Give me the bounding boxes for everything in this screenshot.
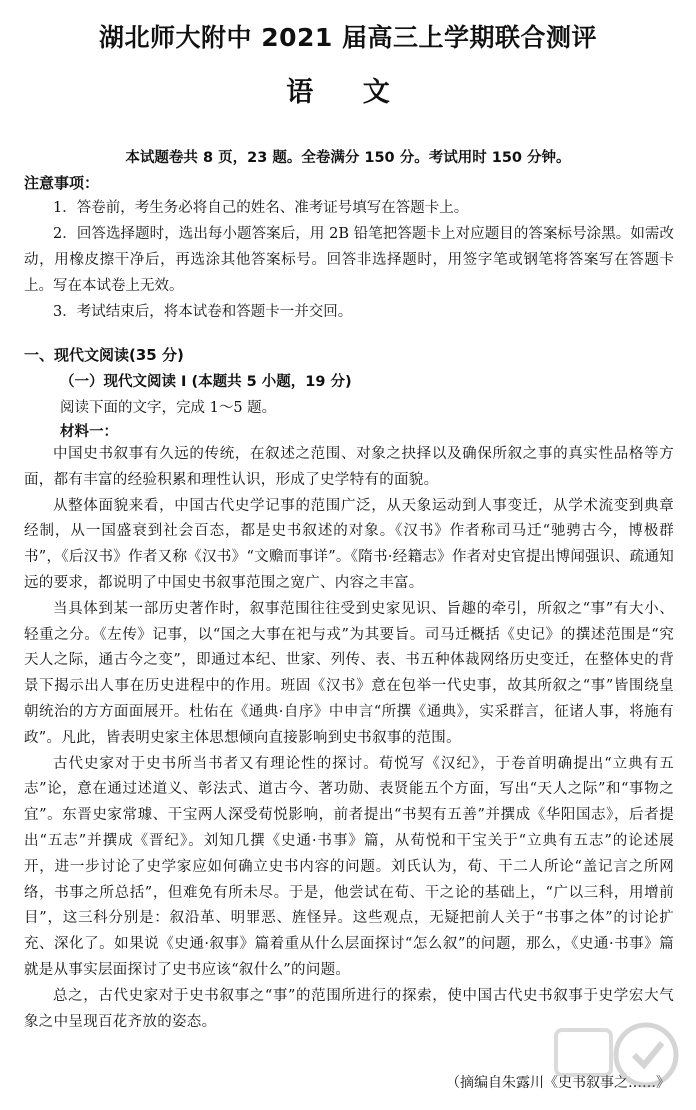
note-item: 2．回答选择题时，选出每小题答案后，用 2B 铅笔把答题卡上对应题目的答案标号涂黑。如需改动，用橡皮擦干净后，再选涂其他答案标号。回答非选择题时，用签字笔或钢笔将答案写在答题卡上。写在本试卷上无效。 xyxy=(24,226,674,294)
section-heading: 一、现代文阅读(35 分) xyxy=(24,346,184,364)
article-body xyxy=(24,442,674,1035)
exam-info: 本试题卷共 8 页，23 题。全卷满分 150 分。考试用时 150 分钟。 xyxy=(125,150,571,166)
notes-list xyxy=(24,195,674,325)
watermark-logo xyxy=(546,1000,686,1100)
note-item: 1．答卷前，考生务必将自己的姓名、准考证号填写在答题卡上。 xyxy=(53,200,469,216)
subject-title: 语 文 xyxy=(286,77,410,108)
notes-heading: 注意事项： xyxy=(24,174,100,192)
material-label: 材料一： xyxy=(60,424,118,440)
reading-instruction: 阅读下面的文字，完成 1～5 题。 xyxy=(60,400,277,416)
article-paragraph: 当具体到某一部历史著作时，叙事范围往往受到史家见识、旨趣的牵引，所叙之“事”有大小、轻重之分。《左传》记事，以“国之大事在祀与戎”为其要旨。司马迁概括《史记》的撰述范围是“究天人之际，通古今之变”，即通过本纪、世家、列传、表、书五种体裁网络历史变迁，在整体史的背景下揭示出人事在历史进程中的作用。班固《汉书》意在包举一代史事，故其所叙之“事”皆围绕皇朝统治的方方面面展开。杜佑在《通典·自序》中申言“所撰《通典》，实采群言，征诸人事，将施有政”。凡此，皆表明史家主体思想倾向直接影响到史书叙事的范围。 xyxy=(24,600,674,746)
article-paragraph: 从整体面貌来看，中国古代史学记事的范围广泛，从天象运动到人事变迁，从学术流变到典章经制，从一国盛衰到社会百态，都是史书叙述的对象。《汉书》作者称司马迁“驰骋古今，博极群书”，《后汉书》作者又称《汉书》“文赡而事详”。《隋书·经籍志》作者对史官提出博闻强识、疏通知远的要求，都说明了中国史书叙事范围之宽广、内容之丰富。 xyxy=(24,497,674,591)
exam-title: 湖北师大附中 2021 届高三上学期联合测评 xyxy=(99,23,597,52)
note-item: 3．考试结束后，将本试卷和答题卡一并交回。 xyxy=(53,304,353,320)
article-paragraph: 古代史家对于史书所当书者又有理论性的探讨。荀悦写《汉纪》，于卷首明确提出“立典有五志”论，意在通过述道义、彰法式、道古今、著功勋、表贤能五个方面，写出“天人之际”和“事物之宜”。东晋史家常璩、干宝两人深受荀悦影响，前者提出“书契有五善”并撰成《华阳国志》，后者提出“五志”并撰成《晋纪》。刘知几撰《史通·书事》篇，从荀悦和干宝关于“立典有五志”的论述展开，进一步讨论了史学家应如何确立史书内容的问题。刘氏认为，荀、干二人所论“盖记言之所网络，书事之所总括”，但难免有所未尽。于是，他尝试在荀、干之论的基础上，“广以三科，用增前目”，这三科分别是：叙沿革、明罪恶、旌怪异。这些观点，无疑把前人关于“书事之体”的讨论扩充、深化了。如果说《史通·叙事》篇着重从什么层面探讨“怎么叙”的问题，那么，《史通·书事》篇就是从事实层面探讨了史书应该“叙什么”的问题。 xyxy=(24,755,674,978)
article-paragraph: 中国史书叙事有久远的传统，在叙述之范围、对象之抉择以及确保所叙之事的真实性品格等方面，都有丰富的经验积累和理性认识，形成了史学特有的面貌。 xyxy=(24,446,674,488)
subsection-heading: （一）现代文阅读 I (本题共 5 小题，19 分) xyxy=(60,374,352,390)
article-source: （摘编自朱露川《史书叙事之……》 xyxy=(446,1075,670,1091)
article-paragraph: 总之，古代史家对于史书叙事之“事”的范围所进行的探索，使中国古代史书叙事于史学宏大气象之中呈现百花齐放的姿态。 xyxy=(24,987,674,1030)
